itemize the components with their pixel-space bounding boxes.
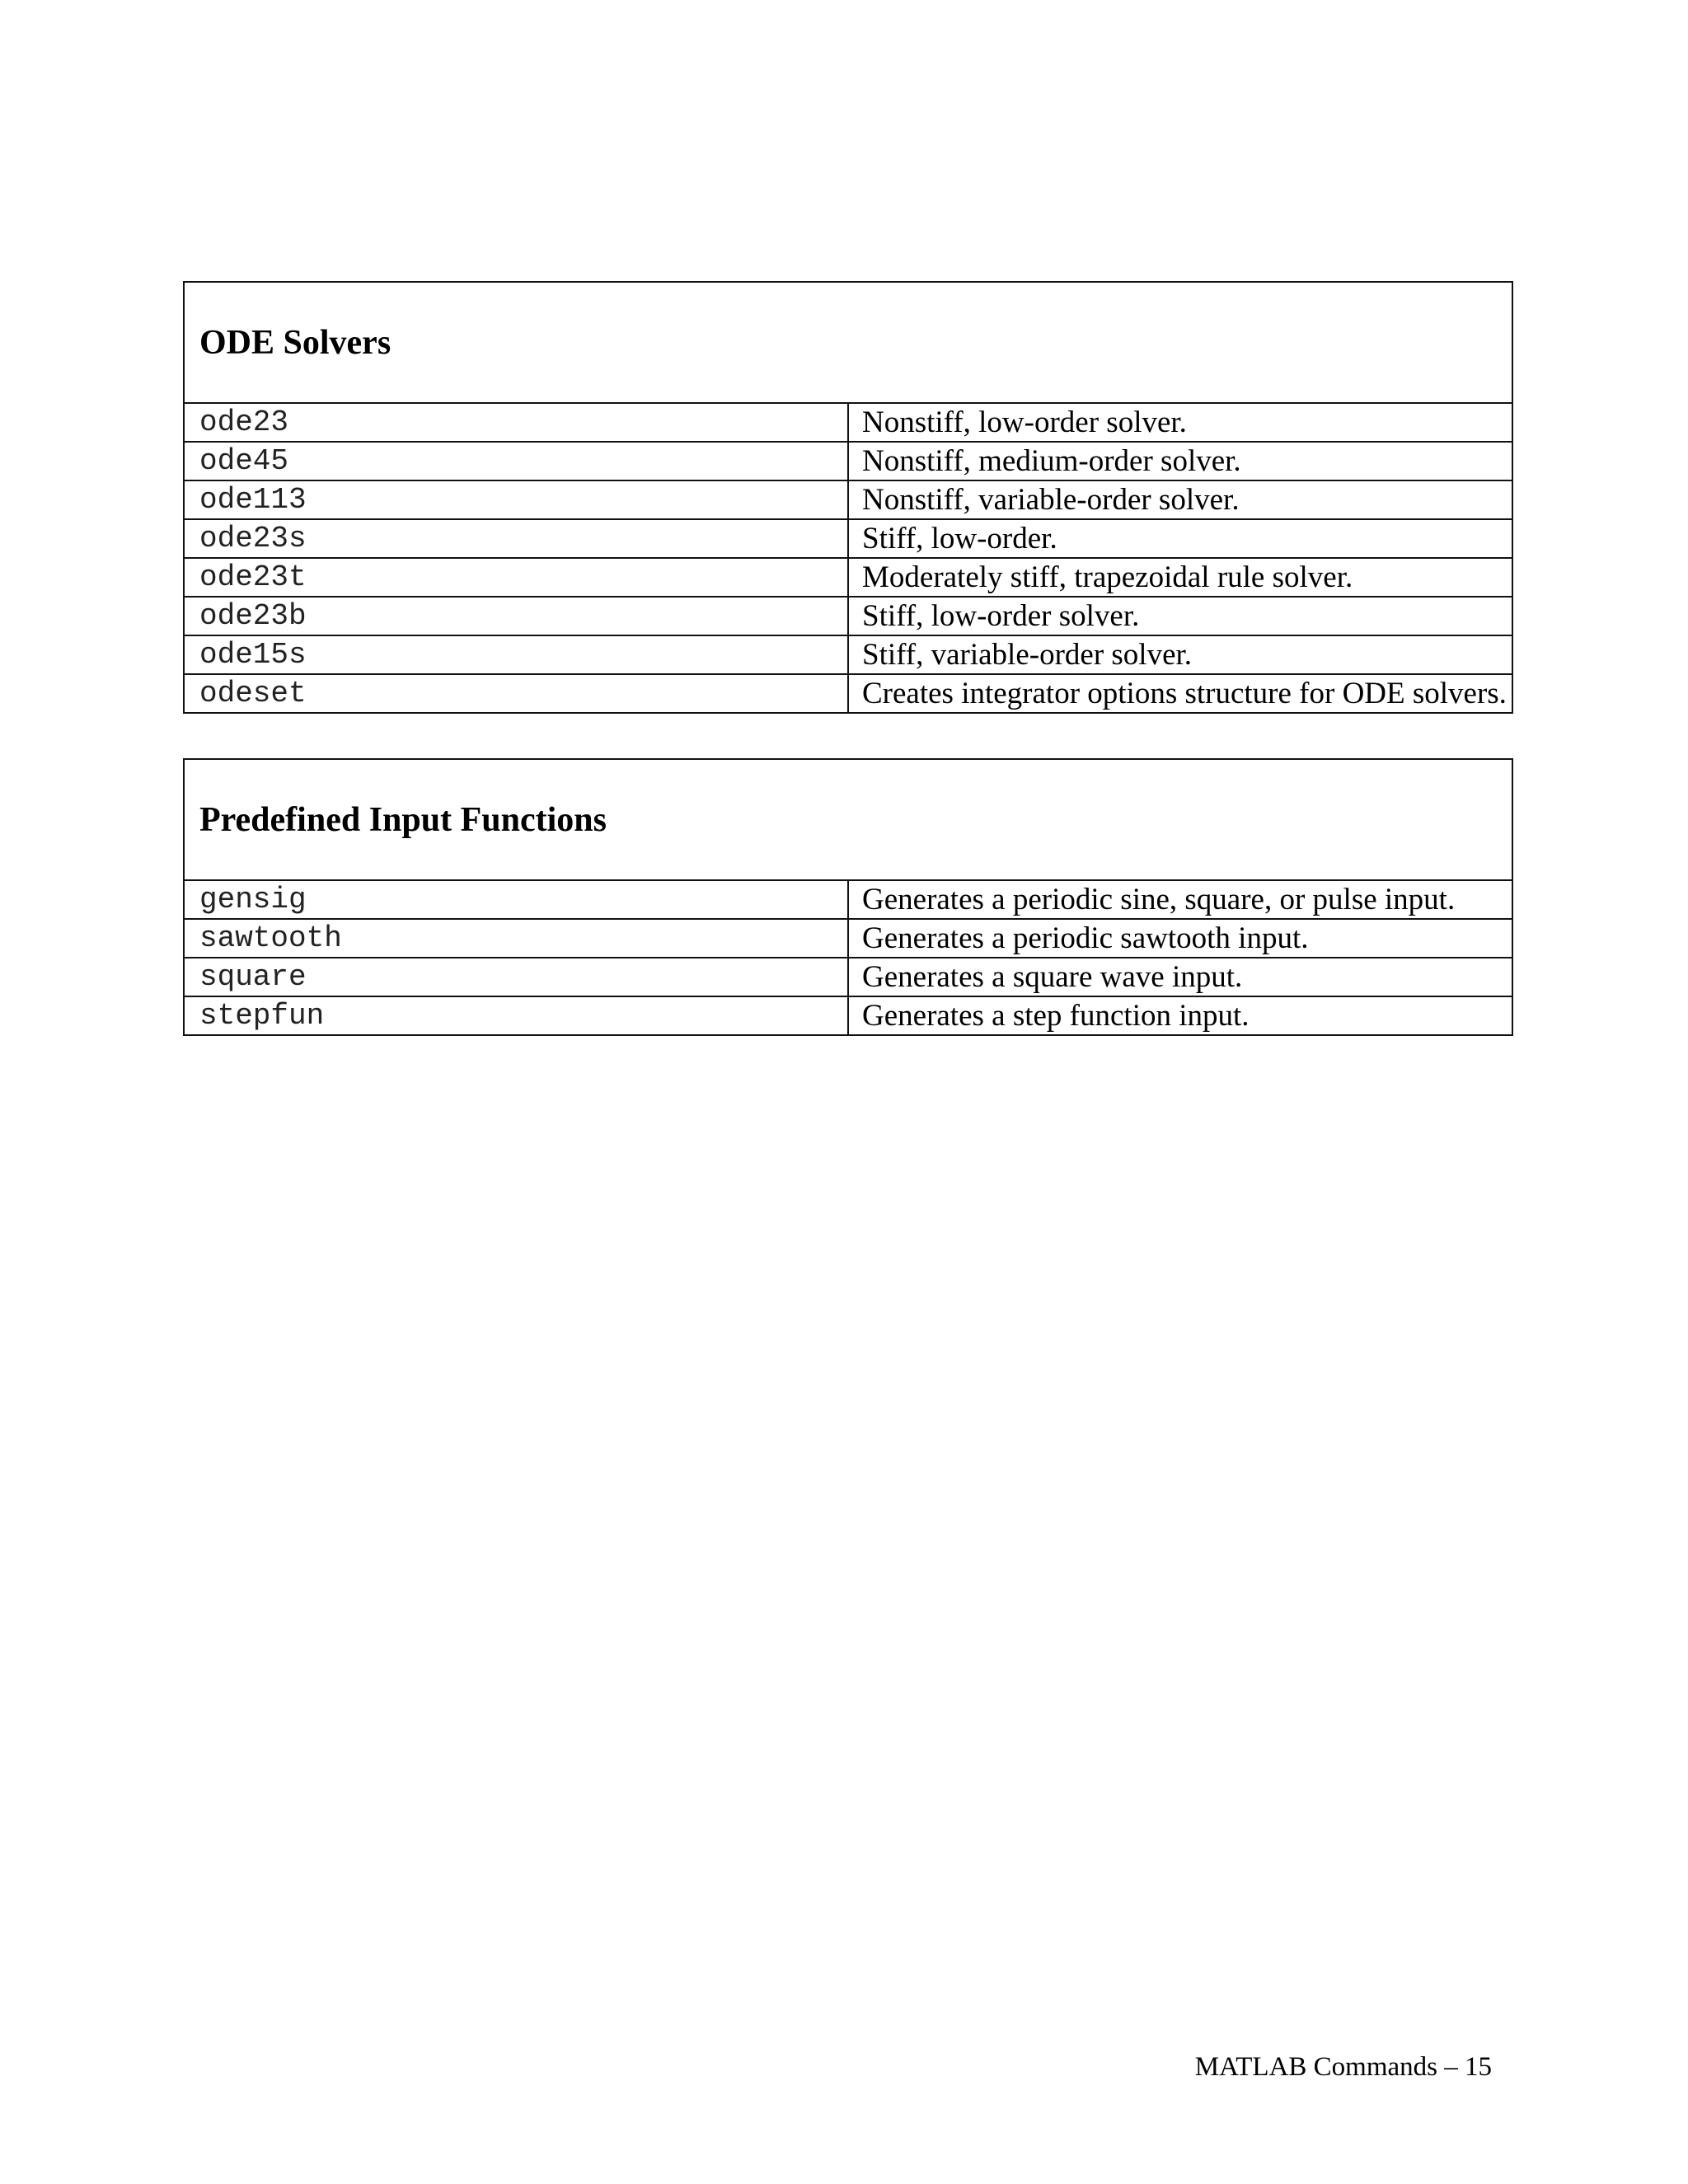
command-description: Stiff, low-order solver. bbox=[848, 597, 1512, 635]
table-row bbox=[184, 635, 1512, 674]
command-name: gensig bbox=[184, 880, 848, 919]
page-footer: MATLAB Commands – 15 bbox=[1194, 2052, 1492, 2082]
command-description: Moderately stiff, trapezoidal rule solver. bbox=[848, 558, 1512, 597]
table-row bbox=[184, 403, 1512, 442]
command-description: Generates a square wave input. bbox=[848, 958, 1512, 996]
command-description: Generates a periodic sawtooth input. bbox=[848, 919, 1512, 958]
command-name: stepfun bbox=[184, 996, 848, 1035]
table-row bbox=[184, 558, 1512, 597]
command-name: ode15s bbox=[184, 635, 848, 674]
command-name: ode113 bbox=[184, 480, 848, 519]
command-description: Stiff, low-order. bbox=[848, 519, 1512, 558]
command-name: ode23 bbox=[184, 403, 848, 442]
table-row bbox=[184, 674, 1512, 713]
command-name: odeset bbox=[184, 674, 848, 713]
command-description: Nonstiff, low-order solver. bbox=[848, 403, 1512, 442]
table-row bbox=[184, 442, 1512, 480]
command-description: Nonstiff, variable-order solver. bbox=[848, 480, 1512, 519]
table-row bbox=[184, 519, 1512, 558]
command-name: sawtooth bbox=[184, 919, 848, 958]
table-row bbox=[184, 880, 1512, 919]
table-row bbox=[184, 919, 1512, 958]
table-row bbox=[184, 958, 1512, 996]
table-row bbox=[184, 996, 1512, 1035]
command-name: ode23b bbox=[184, 597, 848, 635]
command-description: Nonstiff, medium-order solver. bbox=[848, 442, 1512, 480]
command-description: Generates a periodic sine, square, or pulse input. bbox=[848, 880, 1512, 919]
command-description: Generates a step function input. bbox=[848, 996, 1512, 1035]
command-name: ode23t bbox=[184, 558, 848, 597]
command-description: Creates integrator options structure for ODE solvers. bbox=[848, 674, 1512, 713]
table-title: ODE Solvers bbox=[184, 282, 1512, 403]
command-name: ode45 bbox=[184, 442, 848, 480]
predefined-input-functions-table bbox=[183, 758, 1513, 1036]
table-title: Predefined Input Functions bbox=[184, 759, 1512, 880]
command-name: ode23s bbox=[184, 519, 848, 558]
table-row bbox=[184, 480, 1512, 519]
ode-solvers-table bbox=[183, 281, 1513, 714]
command-name: square bbox=[184, 958, 848, 996]
table-row bbox=[184, 597, 1512, 635]
command-description: Stiff, variable-order solver. bbox=[848, 635, 1512, 674]
